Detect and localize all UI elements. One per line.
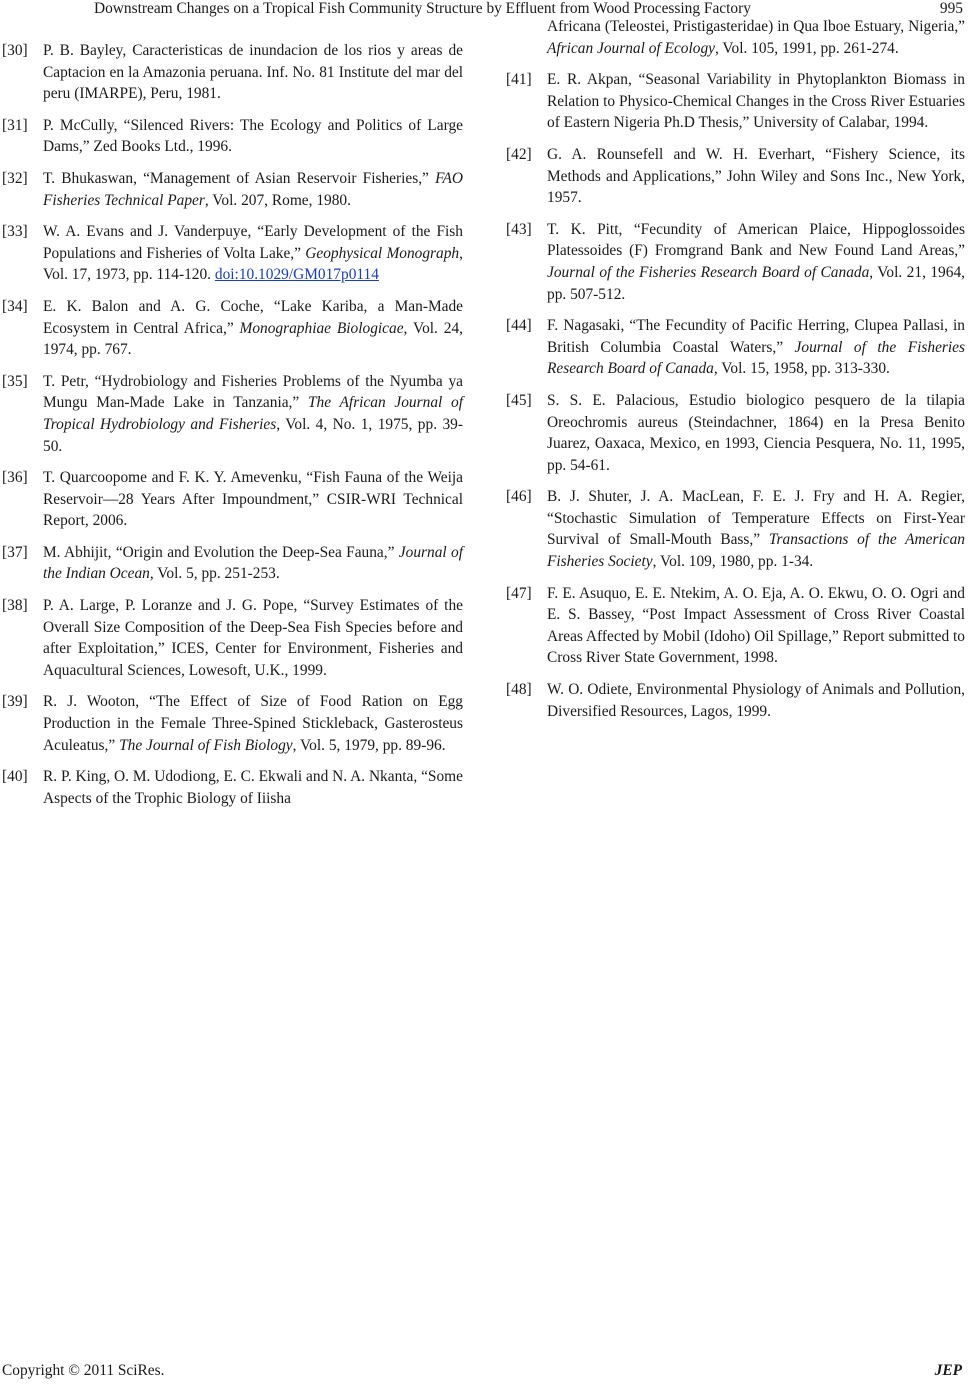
doi-link[interactable]: doi:10.1029/GM017p0114 xyxy=(214,266,379,284)
reference-entry xyxy=(2,766,463,809)
reference-text: , Vol. 109, 1980, pp. 1-34. xyxy=(652,553,814,571)
reference-entry xyxy=(506,69,965,134)
reference-text: P. B. Bayley, Caracteristicas de inundacion de los rios y areas de Captacion en la Amazonia peruana. Inf. No. 81 Institute del mar del peru (IMARPE), Peru, 1981. xyxy=(43,42,463,103)
reference-number: [33] xyxy=(2,223,28,241)
reference-text: , Vol. 5, pp. 251-253. xyxy=(149,565,280,583)
reference-number: [46] xyxy=(506,488,532,506)
reference-number: [45] xyxy=(506,391,532,409)
reference-text: W. A. Evans and J. Vanderpuye, “Early Development of the Fish Populations and Fisheries of Volta Lake,” xyxy=(43,223,463,262)
reference-text: , Vol. 17, 1973, pp. 114-120. xyxy=(43,244,463,284)
reference-text: B. J. Shuter, J. A. MacLean, F. E. J. Fry and H. A. Regier, “Stochastic Simulation of Temperature Effects on First-Year Survival of Small-Mouth Bass,” xyxy=(547,488,965,549)
reference-number: [35] xyxy=(2,372,28,390)
reference-text: T. Bhukaswan, “Management of Asian Reservoir Fisheries,” xyxy=(43,169,436,187)
reference-text: T. Quarcoopome and F. K. Y. Amevenku, “Fish Fauna of the Weija Reservoir—28 Years After Impoundment,” CSIR-WRI Technical Report, 2006. xyxy=(43,469,463,530)
reference-number: [30] xyxy=(2,42,28,59)
reference-text: Africana (Teleostei, Pristigasteridae) in Qua Iboe Estuary, Nigeria,” xyxy=(547,18,965,35)
reference-number: [38] xyxy=(2,597,28,615)
reference-source-title: Transactions of the American Fisheries Society xyxy=(547,531,965,571)
reference-entry xyxy=(506,583,965,669)
reference-text: T. K. Pitt, “Fecundity of American Plaice, Hippoglossoides Platessoides (F) Fromgrand Bank and New Found Land Areas,” xyxy=(547,220,965,260)
reference-number: [42] xyxy=(506,145,532,163)
reference-entry xyxy=(2,40,463,105)
reference-text: P. A. Large, P. Loranze and J. G. Pope, “Survey Estimates of the Overall Size Composition of the Deep-Sea Fish Species before and after Exploitation,” ICES, Center for Environment, Fisheries and Aquacultural Sciences, Lowesoft, U.K., 1999. xyxy=(43,597,463,679)
reference-source-title: The African Journal of Tropical Hydrobiology and Fisheries xyxy=(43,394,463,433)
reference-text: M. Abhijit, “Origin and Evolution the Deep-Sea Fauna,” xyxy=(43,543,399,561)
reference-number: [44] xyxy=(506,317,532,335)
reference-number: [36] xyxy=(2,469,28,487)
reference-entry xyxy=(2,542,463,585)
reference-entry xyxy=(506,219,965,305)
reference-number: [41] xyxy=(506,71,532,89)
reference-entry xyxy=(2,467,463,532)
reference-text: , Vol. 5, 1979, pp. 89-96. xyxy=(292,736,446,754)
reference-text: T. Petr, “Hydrobiology and Fisheries Problems of the Nyumba ya Mungu Man-Made Lake in Tanzania,” xyxy=(43,372,463,412)
reference-entry xyxy=(506,486,965,572)
reference-text: R. P. King, O. M. Udodiong, E. C. Ekwali and N. A. Nkanta, “Some Aspects of the Trophic Biology of Iiisha xyxy=(43,768,463,807)
reference-entry xyxy=(2,296,463,361)
reference-entry xyxy=(2,371,463,457)
reference-source-title: The Journal of Fish Biology xyxy=(119,736,293,754)
reference-text: , Vol. 4, No. 1, 1975, pp. 39-50. xyxy=(43,415,464,455)
reference-entry xyxy=(506,390,965,476)
reference-source-title: Journal of the Indian Ocean xyxy=(43,543,463,583)
reference-entry xyxy=(506,679,965,722)
reference-number: [37] xyxy=(2,543,28,561)
reference-source-title: Journal of the Fisheries Research Board of Canada xyxy=(547,338,965,378)
reference-source-title: Monographiae Biologicae xyxy=(239,319,404,337)
reference-text: R. J. Wooton, “The Effect of Size of Food Ration on Egg Production in the Female Three-Spined Stickleback, Gasterosteus Aculeatus,” xyxy=(43,693,463,754)
reference-entry xyxy=(2,168,463,211)
page-number: 995 xyxy=(939,0,963,17)
reference-entry xyxy=(2,115,463,158)
reference-text: E. R. Akpan, “Seasonal Variability in Phytoplankton Biomass in Relation to Physico-Chemical Changes in the Cross River Estuaries of Eastern Nigeria Ph.D Thesis,” University of Calabar, 1994. xyxy=(547,71,965,132)
reference-source-title: African Journal of Ecology xyxy=(547,39,715,57)
reference-text: F. Nagasaki, “The Fecundity of Pacific Herring, Clupea Pallasi, in British Columbia Coastal Waters,” xyxy=(547,317,965,356)
reference-number: [48] xyxy=(506,681,532,699)
reference-entry xyxy=(2,221,463,286)
reference-number: [34] xyxy=(2,297,28,315)
reference-number: [47] xyxy=(506,584,532,602)
reference-number: [40] xyxy=(2,768,28,786)
reference-text: S. S. E. Palacious, Estudio biologico pesquero de la tilapia Oreochromis aureus (Steindachner, 1864) en la Presa Benito Juarez, Oaxaca, Mexico, en 1993, Ciencia Pesquera, No. 11, 1995, pp. 54-61. xyxy=(547,391,965,474)
reference-text: , Vol. 105, 1991, pp. 261-274. xyxy=(714,39,899,57)
reference-number: [43] xyxy=(506,220,532,238)
reference-entry xyxy=(506,144,965,209)
reference-entry xyxy=(2,691,463,756)
reference-text: W. O. Odiete, Environmental Physiology of Animals and Pollution, Diversified Resources, Lagos, 1999. xyxy=(547,681,965,720)
reference-text: E. K. Balon and A. G. Coche, “Lake Kariba, a Man-Made Ecosystem in Central Africa,” xyxy=(43,297,463,337)
journal-abbreviation: JEP xyxy=(934,1362,962,1379)
reference-text: P. McCully, “Silenced Rivers: The Ecology and Politics of Large Dams,” Zed Books Ltd., 1996. xyxy=(43,116,463,156)
page-footer xyxy=(0,1362,968,1384)
reference-source-title: FAO Fisheries Technical Paper xyxy=(43,169,463,209)
running-title: Downstream Changes on a Tropical Fish Community Structure by Effluent from Wood Processing Factory xyxy=(94,0,751,17)
reference-number: [32] xyxy=(2,169,28,187)
reference-text: , Vol. 24, 1974, pp. 767. xyxy=(43,319,464,359)
references-left-column xyxy=(2,40,463,819)
reference-entry xyxy=(506,315,965,380)
copyright-notice: Copyright © 2011 SciRes. xyxy=(2,1362,165,1379)
reference-continuation xyxy=(506,16,965,59)
reference-source-title: Geophysical Monograph xyxy=(305,244,460,262)
reference-entry xyxy=(2,595,463,681)
reference-number: [31] xyxy=(2,116,28,134)
reference-text: G. A. Rounsefell and W. H. Everhart, “Fishery Science, its Methods and Applications,” John Wiley and Sons Inc., New York, 1957. xyxy=(547,145,965,207)
references-right-column xyxy=(506,18,965,732)
reference-text: , Vol. 15, 1958, pp. 313-330. xyxy=(713,360,890,378)
reference-text: , Vol. 207, Rome, 1980. xyxy=(204,191,351,209)
reference-text: , Vol. 21, 1964, pp. 507-512. xyxy=(547,263,965,303)
reference-source-title: Journal of the Fisheries Research Board of Canada xyxy=(547,263,870,281)
reference-number: [39] xyxy=(2,693,28,711)
reference-text: F. E. Asuquo, E. E. Ntekim, A. O. Eja, A. O. Ekwu, O. O. Ogri and E. S. Bassey, “Post Impact Assessment of Cross River Coastal Areas Affected by Mobil (Idoho) Oil Spillage,” Report submitted to Cross River State Government, 1998. xyxy=(547,584,965,667)
